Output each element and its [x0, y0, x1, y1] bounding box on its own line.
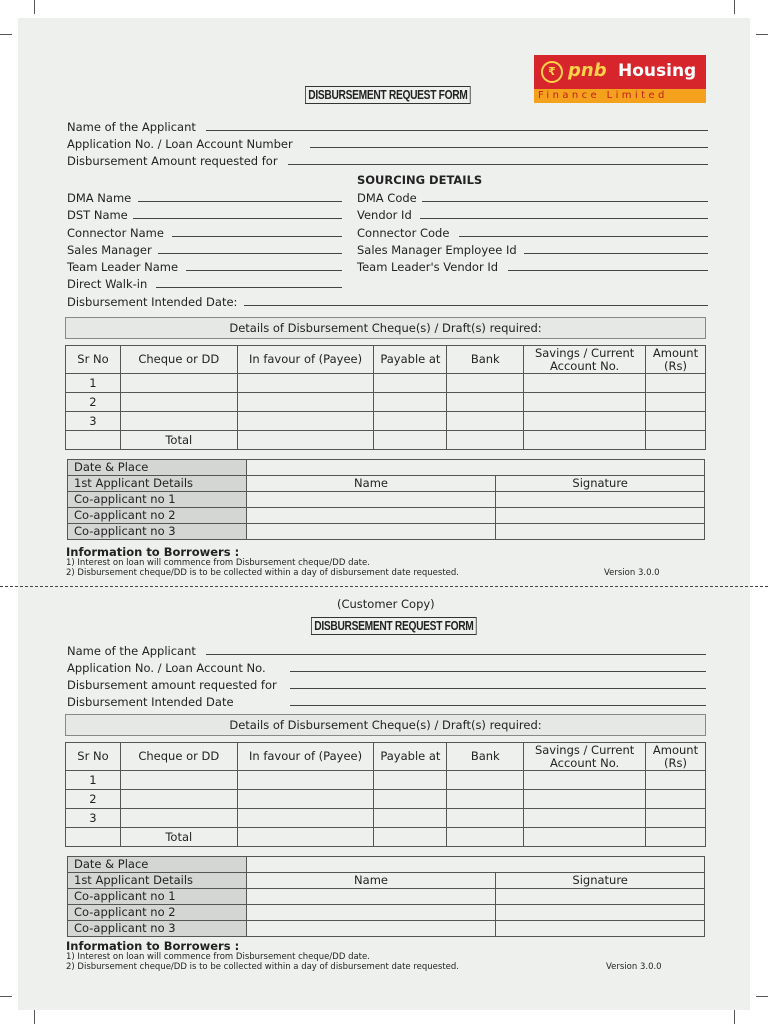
cell[interactable]: [374, 431, 447, 450]
col-payable-at: Payable at: [374, 743, 447, 771]
cell: [66, 431, 121, 450]
col-bank: Bank: [447, 346, 524, 374]
dma-code-label: DMA Code: [357, 191, 417, 205]
cell[interactable]: [374, 412, 447, 431]
customer-form-title: DISBURSEMENT REQUEST FORM: [311, 617, 477, 635]
cc-application-no-line[interactable]: [290, 671, 706, 672]
table-row: [66, 412, 706, 431]
cut-line: [0, 586, 768, 587]
col-bank: Bank: [447, 743, 524, 771]
coapplicant-1-label: Co-applicant no 1: [68, 889, 247, 905]
crop-mark: [34, 0, 35, 14]
cell[interactable]: [237, 393, 374, 412]
sourcing-heading: SOURCING DETAILS: [357, 173, 483, 187]
sm-employee-id-label: Sales Manager Employee Id: [357, 243, 517, 257]
applicant-details-table: [67, 459, 705, 540]
crop-mark: [0, 996, 12, 997]
field-amount-label: Disbursement Amount requested for: [67, 154, 278, 168]
logo-brand: pnb: [568, 60, 607, 81]
cell[interactable]: [496, 508, 705, 524]
col-cheque-dd: Cheque or DD: [120, 743, 237, 771]
col-account-no: Savings / Current Account No.: [524, 743, 646, 771]
cell: [66, 828, 121, 847]
cc-applicant-details-table: [67, 856, 705, 937]
connector-name-label: Connector Name: [67, 226, 164, 240]
cell[interactable]: [447, 809, 524, 828]
cc-info-line-2: 2) Disbursement cheque/DD is to be collected within a day of disbursement date requested.: [66, 962, 459, 972]
cell[interactable]: [120, 809, 237, 828]
first-applicant-label: 1st Applicant Details: [68, 476, 247, 492]
pnb-icon: ₹: [541, 61, 563, 83]
col-account-no: Savings / Current Account No.: [524, 346, 646, 374]
cell[interactable]: [120, 393, 237, 412]
cell[interactable]: [645, 790, 705, 809]
cell[interactable]: [374, 771, 447, 790]
col-sr-no: Sr No: [66, 346, 121, 374]
row-number: 3: [66, 412, 121, 431]
sales-manager-line[interactable]: [158, 253, 342, 254]
direct-walkin-line[interactable]: [156, 287, 342, 288]
cheque-table: [65, 345, 706, 450]
cell[interactable]: [120, 412, 237, 431]
cc-intended-date-line[interactable]: [290, 705, 706, 706]
cell[interactable]: [524, 809, 646, 828]
dma-name-label: DMA Name: [67, 191, 132, 205]
field-application-no-line[interactable]: [310, 147, 708, 148]
row-number: 1: [66, 374, 121, 393]
row-number: 2: [66, 790, 121, 809]
field-applicant-name-line[interactable]: [206, 130, 708, 131]
total-label: Total: [120, 828, 237, 847]
first-applicant-label: 1st Applicant Details: [68, 873, 247, 889]
tl-vendor-id-label: Team Leader's Vendor Id: [357, 260, 499, 274]
total-row: [66, 431, 706, 450]
cell[interactable]: [237, 412, 374, 431]
col-payee: In favour of (Payee): [237, 743, 374, 771]
info-line-2: 2) Disbursement cheque/DD is to be collected within a day of disbursement date requested.: [66, 568, 459, 578]
name-header: Name: [246, 476, 496, 492]
cell[interactable]: [237, 828, 374, 847]
vendor-id-line[interactable]: [420, 218, 708, 219]
cc-info-heading: Information to Borrowers :: [66, 939, 240, 953]
crop-mark: [34, 1010, 35, 1024]
form-title: DISBURSEMENT REQUEST FORM: [305, 86, 471, 104]
cell[interactable]: [524, 393, 646, 412]
team-leader-label: Team Leader Name: [67, 260, 179, 274]
cell[interactable]: [246, 905, 496, 921]
cc-application-no-label: Application No. / Loan Account No.: [67, 661, 266, 675]
cell[interactable]: [120, 374, 237, 393]
cell[interactable]: [120, 771, 237, 790]
crop-mark: [756, 996, 768, 997]
cell[interactable]: [496, 492, 705, 508]
cell[interactable]: [237, 790, 374, 809]
cc-version-label: Version 3.0.0: [606, 962, 662, 972]
cell[interactable]: [237, 809, 374, 828]
date-place-label: Date & Place: [68, 460, 247, 476]
cell[interactable]: [496, 889, 705, 905]
cell[interactable]: [524, 828, 646, 847]
col-payable-at: Payable at: [374, 346, 447, 374]
intended-date-label: Disbursement Intended Date:: [67, 295, 238, 309]
signature-header: Signature: [496, 476, 705, 492]
sales-manager-label: Sales Manager: [67, 243, 152, 257]
cell[interactable]: [246, 492, 496, 508]
cell[interactable]: [237, 431, 374, 450]
logo-housing: Housing: [618, 61, 697, 81]
cell[interactable]: [645, 412, 705, 431]
coapplicant-2-label: Co-applicant no 2: [68, 508, 247, 524]
cell[interactable]: [524, 374, 646, 393]
col-sr-no: Sr No: [66, 743, 121, 771]
cell[interactable]: [447, 790, 524, 809]
col-payee: In favour of (Payee): [237, 346, 374, 374]
cell[interactable]: [374, 828, 447, 847]
table-row: [66, 809, 706, 828]
cc-applicant-name-label: Name of the Applicant: [67, 644, 196, 658]
connector-name-line[interactable]: [172, 236, 342, 237]
version-label: Version 3.0.0: [604, 568, 660, 578]
cell[interactable]: [374, 374, 447, 393]
total-row: [66, 828, 706, 847]
cell[interactable]: [447, 431, 524, 450]
cell[interactable]: [447, 771, 524, 790]
cell[interactable]: [645, 374, 705, 393]
connector-code-line[interactable]: [459, 236, 708, 237]
dma-name-line[interactable]: [138, 201, 342, 202]
cell[interactable]: [447, 412, 524, 431]
dst-name-label: DST Name: [67, 208, 128, 222]
date-place-label: Date & Place: [68, 857, 247, 873]
date-place-field[interactable]: [246, 460, 704, 476]
field-application-no-label: Application No. / Loan Account Number: [67, 137, 293, 151]
pnb-housing-logo: [534, 55, 706, 103]
cc-intended-date-label: Disbursement Intended Date: [67, 695, 234, 709]
cell[interactable]: [447, 828, 524, 847]
row-number: 2: [66, 393, 121, 412]
info-line-1: 1) Interest on loan will commence from Disbursement cheque/DD date.: [66, 558, 370, 568]
field-amount-line[interactable]: [288, 164, 708, 165]
direct-walkin-label: Direct Walk-in: [67, 277, 148, 291]
cell[interactable]: [524, 431, 646, 450]
cell[interactable]: [447, 374, 524, 393]
cell[interactable]: [496, 524, 705, 540]
info-heading: Information to Borrowers :: [66, 545, 240, 559]
team-leader-line[interactable]: [186, 270, 342, 271]
intended-date-line[interactable]: [244, 305, 708, 306]
crop-mark: [734, 0, 735, 14]
logo-subtitle: Finance Limited: [534, 89, 706, 103]
signature-header: Signature: [496, 873, 705, 889]
cell[interactable]: [120, 790, 237, 809]
coapplicant-1-label: Co-applicant no 1: [68, 492, 247, 508]
cell[interactable]: [237, 374, 374, 393]
cell[interactable]: [645, 431, 705, 450]
cc-cheque-table: [65, 742, 706, 847]
coapplicant-2-label: Co-applicant no 2: [68, 905, 247, 921]
cell[interactable]: [496, 905, 705, 921]
coapplicant-3-label: Co-applicant no 3: [68, 524, 247, 540]
cell[interactable]: [374, 393, 447, 412]
cell[interactable]: [524, 412, 646, 431]
cell[interactable]: [374, 809, 447, 828]
cell[interactable]: [246, 508, 496, 524]
crop-mark: [756, 34, 768, 35]
cell[interactable]: [447, 393, 524, 412]
col-cheque-dd: Cheque or DD: [120, 346, 237, 374]
cell[interactable]: [645, 828, 705, 847]
customer-copy-label: (Customer Copy): [337, 597, 435, 611]
cc-applicant-name-line[interactable]: [206, 654, 706, 655]
coapplicant-3-label: Co-applicant no 3: [68, 921, 247, 937]
col-amount: Amount (Rs): [645, 743, 705, 771]
cell[interactable]: [645, 809, 705, 828]
cell[interactable]: [246, 889, 496, 905]
cell[interactable]: [374, 790, 447, 809]
table-row: [66, 374, 706, 393]
cheque-banner: Details of Disbursement Cheque(s) / Draft(s) required:: [65, 317, 706, 339]
total-label: Total: [120, 431, 237, 450]
vendor-id-label: Vendor Id: [357, 208, 412, 222]
cell[interactable]: [246, 524, 496, 540]
date-place-field[interactable]: [246, 857, 704, 873]
cc-info-line-1: 1) Interest on loan will commence from Disbursement cheque/DD date.: [66, 952, 370, 962]
table-row: [66, 771, 706, 790]
cc-amount-label: Disbursement amount requested for: [67, 678, 277, 692]
col-amount: Amount (Rs): [645, 346, 705, 374]
cell[interactable]: [496, 921, 705, 937]
connector-code-label: Connector Code: [357, 226, 450, 240]
cell[interactable]: [246, 921, 496, 937]
table-row: [66, 393, 706, 412]
table-row: [66, 790, 706, 809]
crop-mark: [0, 34, 12, 35]
sm-employee-id-line[interactable]: [524, 253, 708, 254]
cell[interactable]: [237, 771, 374, 790]
cell[interactable]: [645, 771, 705, 790]
cell[interactable]: [645, 393, 705, 412]
tl-vendor-id-line[interactable]: [508, 270, 708, 271]
crop-mark: [734, 1010, 735, 1024]
cc-amount-line[interactable]: [290, 688, 706, 689]
name-header: Name: [246, 873, 496, 889]
row-number: 3: [66, 809, 121, 828]
cell[interactable]: [524, 790, 646, 809]
dma-code-line[interactable]: [422, 201, 708, 202]
cell[interactable]: [524, 771, 646, 790]
row-number: 1: [66, 771, 121, 790]
field-applicant-name-label: Name of the Applicant: [67, 120, 196, 134]
dst-name-line[interactable]: [133, 218, 342, 219]
cc-cheque-banner: Details of Disbursement Cheque(s) / Draft(s) required:: [65, 714, 706, 736]
